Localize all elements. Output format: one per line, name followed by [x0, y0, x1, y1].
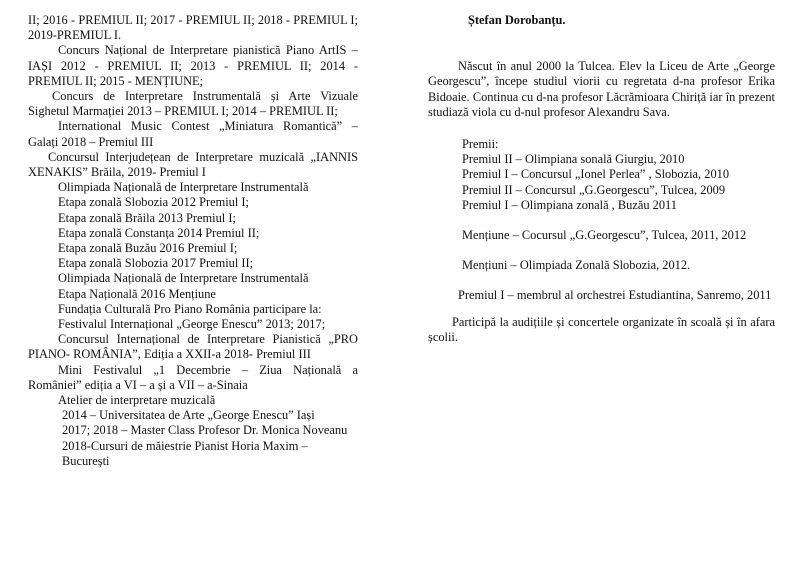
award-paragraph: Concurs de Interpretare Instrumentală și Arte Vizuale Sighetul Marmației 2013 – PREMIUL I; 2014 – PREMIUL II;	[28, 89, 358, 119]
mentiune-line: Mențiune – Cocursul „G.Georgescu”, Tulcea, 2011, 2012	[462, 228, 747, 243]
premii-label: Premii:	[462, 137, 499, 152]
award-paragraph: Mini Festivalul „1 Decembrie – Ziua Națională a României” ediția a VI – a și a VII – a-Sinaia	[28, 362, 358, 392]
award-paragraph: Concurs Național de Interpretare pianistică Piano ArtIS – IAȘI 2012 - PREMIUL II; 2013 - PREMIUL II; 2014 - PREMIUL II; 2015 - MENȚIUNE;	[28, 43, 358, 88]
award-line: Fundația Culturală Pro Piano România participare la:	[58, 301, 322, 316]
award-line: Festivalul Internațional „George Enescu” 2013; 2017;	[58, 317, 326, 332]
workshop-line: 2017; 2018 – Master Class Profesor Dr. Monica Noveanu	[62, 423, 348, 438]
premiu-line: Premiul II – Olimpiana sonală Giurgiu, 2010	[462, 152, 685, 167]
premiu-line: Premiul I – Concursul „Ionel Perlea” , Slobozia, 2010	[462, 167, 730, 182]
award-line: Etapa zonală Buzău 2016 Premiul I;	[58, 241, 238, 256]
workshop-line: 2014 – Universitatea de Arte „George Enescu” Iași	[62, 408, 315, 423]
award-paragraph: Concursul Internațional de Interpretare Pianistică „PRO PIANO- ROMÂNIA”, Ediția a XXII-a 2018- Premiul III	[28, 332, 358, 362]
award-line: Etapa zonală Slobozia 2017 Premiul II;	[58, 256, 254, 271]
award-line: Etapa zonală Constanța 2014 Premiul II;	[58, 225, 260, 240]
orchestra-paragraph: Premiul I – membrul al orchestrei Estudiantina, Sanremo, 2011	[458, 288, 772, 303]
award-line: Etapa Națională 2016 Mențiune	[58, 286, 216, 301]
mentiuni-line: Mențiuni – Olimpiada Zonală Slobozia, 2012.	[462, 258, 691, 273]
left-column	[28, 13, 358, 469]
award-paragraph: II; 2016 - PREMIUL II; 2017 - PREMIUL II; 2018 - PREMIUL I; 2019-PREMIUL I.	[28, 13, 358, 43]
award-line: Etapa zonală Slobozia 2012 Premiul I;	[58, 195, 249, 210]
award-line: Olimpiada Națională de Interpretare Instrumentală	[58, 271, 309, 286]
right-column	[428, 13, 775, 345]
award-line: Olimpiada Națională de Interpretare Instrumentală	[58, 180, 309, 195]
author-name: Ștefan Dorobanțu.	[468, 13, 566, 27]
bio-paragraph: Născut în anul 2000 la Tulcea. Elev la Liceu de Arte „George Georgescu”, începe studiul viorii cu regretata d-na profesor Erika Bidoaie. Continua cu d-na profesor Lăcrămioara Chiriță iar în prezent studiază viola cu d-nul profesor Alexandru Sava.	[428, 59, 775, 119]
closing-paragraph: Participă la audițiile și concertele organizate în scoală și în afara școlii.	[428, 314, 775, 344]
workshop-line: 2018-Cursuri de măiestrie Pianist Horia Maxim – București	[62, 438, 308, 468]
award-paragraph: Concursul Interjudețean de Interpretare muzicală „IANNIS XENAKIS” Brăila, 2019- Premiul I	[28, 149, 358, 180]
award-paragraph: International Music Contest „Miniatura Romantică” – Galați 2018 – Premiul III	[28, 119, 358, 149]
premiu-line: Premiul II – Concursul „G.Georgescu”, Tulcea, 2009	[462, 182, 726, 197]
workshop-heading: Atelier de interpretare muzicală	[58, 393, 216, 408]
award-line: Etapa zonală Brăila 2013 Premiul I;	[58, 210, 236, 225]
premiu-line: Premiul I – Olimpiana zonală , Buzău 2011	[462, 197, 677, 212]
